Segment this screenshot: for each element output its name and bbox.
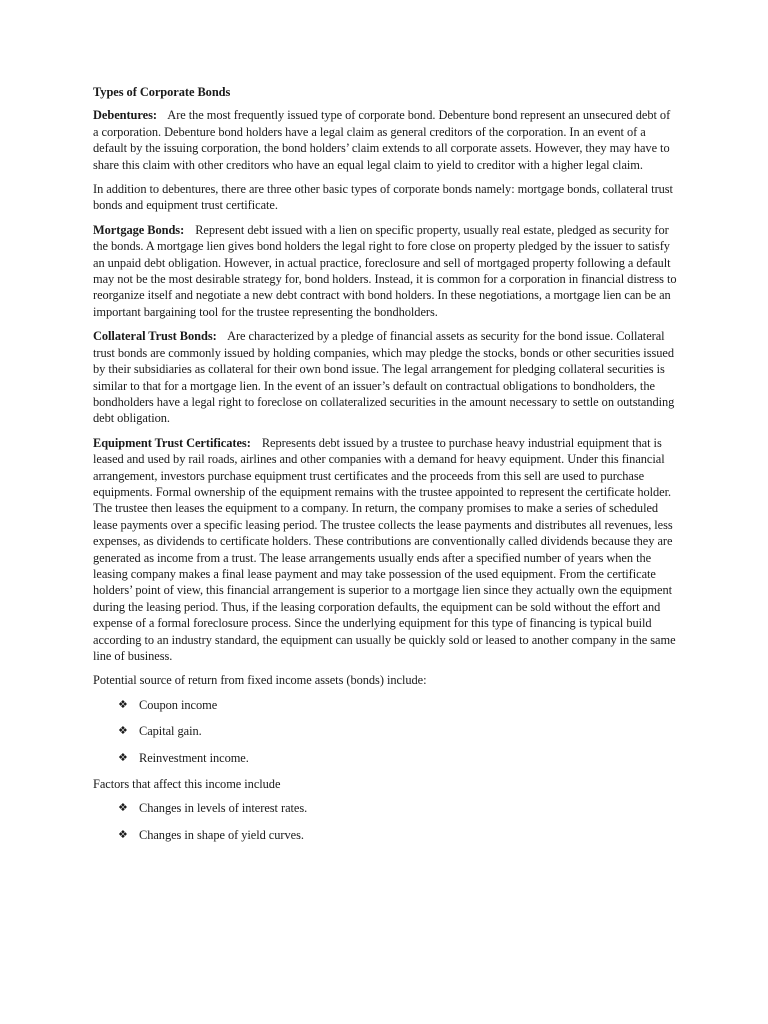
equipment-term: Equipment Trust Certificates: [93,435,251,450]
mortgage-text: Represent debt issued with a lien on specific property, usually real estate, pledged as security for the bonds. A mortgage lien gives bond holders the legal right to fore close on property pledged by the issuer to satisfy an unpaid debt obligation. However, in actual practice, foreclosure and sell of mortgaged property following a default may not be the most desirable strategy for, bond holders. Instead, it is common for a corporation in financial distress to reorganize itself and negotiate a new debt contract with bond holders. In these negotiations, a mortgage lien can be an important bargaining tool for the trustee representing the bondholders. [93,222,677,319]
list-item-text: Changes in levels of interest rates. [139,801,308,816]
list-item [118,750,677,766]
list-item [118,827,677,843]
diamond-bullet-icon: ❖ [118,750,128,764]
equipment-paragraph [93,435,677,665]
equipment-text: Represents debt issued by a trustee to purchase heavy industrial equipment that is leased and used by rail roads, airlines and other companies with a demand for heavy equipment. Under this financial arrangement, investors purchase equipment trust certificates and the proceeds from this sell are used to purchase equipments. Formal ownership of the equipment remains with the trustee appointed to represent the certificate holder. The trustee then leases the equipment to a company. In return, the company promises to make a series of scheduled lease payments over a specific leasing period. The trustee collects the lease payments and distributes all revenues, less expenses, as dividends to certificate holders. These contributions are conventionally called dividends because they are generated as income from a trust. The lease arrangements usually ends after a specified number of years when the leasing company makes a final lease payment and may take possession of the used equipment. From the certificate holders’ point of view, this financial arrangement is superior to a mortgage lien since they actually own the equipment during the leasing period. Thus, if the leasing corporation defaults, the equipment can be sold without the effort and expense of a formal foreclosure process. Since the underlying equipment for this type of financing is typical build according to an industry standard, the equipment can usually be quickly sold or leased to another company in the same line of business. [93,435,676,663]
list-item [118,697,677,713]
list-item-text: Changes in shape of yield curves. [139,827,304,842]
diamond-bullet-icon: ❖ [118,724,128,738]
sources-lead: Potential source of return from fixed income assets (bonds) include: [93,673,427,688]
diamond-bullet-icon: ❖ [118,697,128,711]
debentures-paragraph [93,107,677,173]
diamond-bullet-icon: ❖ [118,827,128,841]
list-item-text: Reinvestment income. [139,750,249,765]
list-item-text: Capital gain. [139,724,202,739]
factors-lead: Factors that affect this income include [93,777,281,792]
list-item [118,723,677,739]
page-title: Types of Corporate Bonds [93,85,231,99]
list-item [118,800,677,816]
factors-list [93,800,677,843]
list-item-text: Coupon income [139,697,218,712]
collateral-text: Are characterized by a pledge of financial assets as security for the bond issue. Collateral trust bonds are commonly issued by holding companies, which may pledge the stocks, bonds or other securities issued by their subsidiaries as collateral for their own bond issue. The legal arrangement for pledging collateral securities is similar to that for a mortgage lien. In the event of an issuer’s default on contractual obligations to bondholders, the bondholders have a legal right to foreclose on collateralized securities in the amount necessary to settle on outstanding debt obligation. [93,329,675,426]
document-body [93,84,677,853]
debentures-term: Debentures: [93,108,157,123]
diamond-bullet-icon: ❖ [118,801,128,815]
debentures-text: Are the most frequently issued type of corporate bond. Debenture bond represent an unsecured debt of a corporation. Debenture bond holders have a legal claim as general creditors of the corporation. In an event of a default by the issuing corporation, the bond holders’ claim extends to all corporate assets. However, they may have to share this claim with other creditors who have an equal legal claim to yield to creditor with a higher legal claim. [93,108,671,172]
mortgage-paragraph [93,222,677,320]
mortgage-term: Mortgage Bonds: [93,222,185,237]
sources-list [93,697,677,766]
intro-paragraph: In addition to debentures, there are three other basic types of corporate bonds namely: mortgage bonds, collateral trust bonds and equipment trust certificate. [93,182,673,213]
collateral-paragraph [93,328,677,426]
collateral-term: Collateral Trust Bonds: [93,329,217,344]
